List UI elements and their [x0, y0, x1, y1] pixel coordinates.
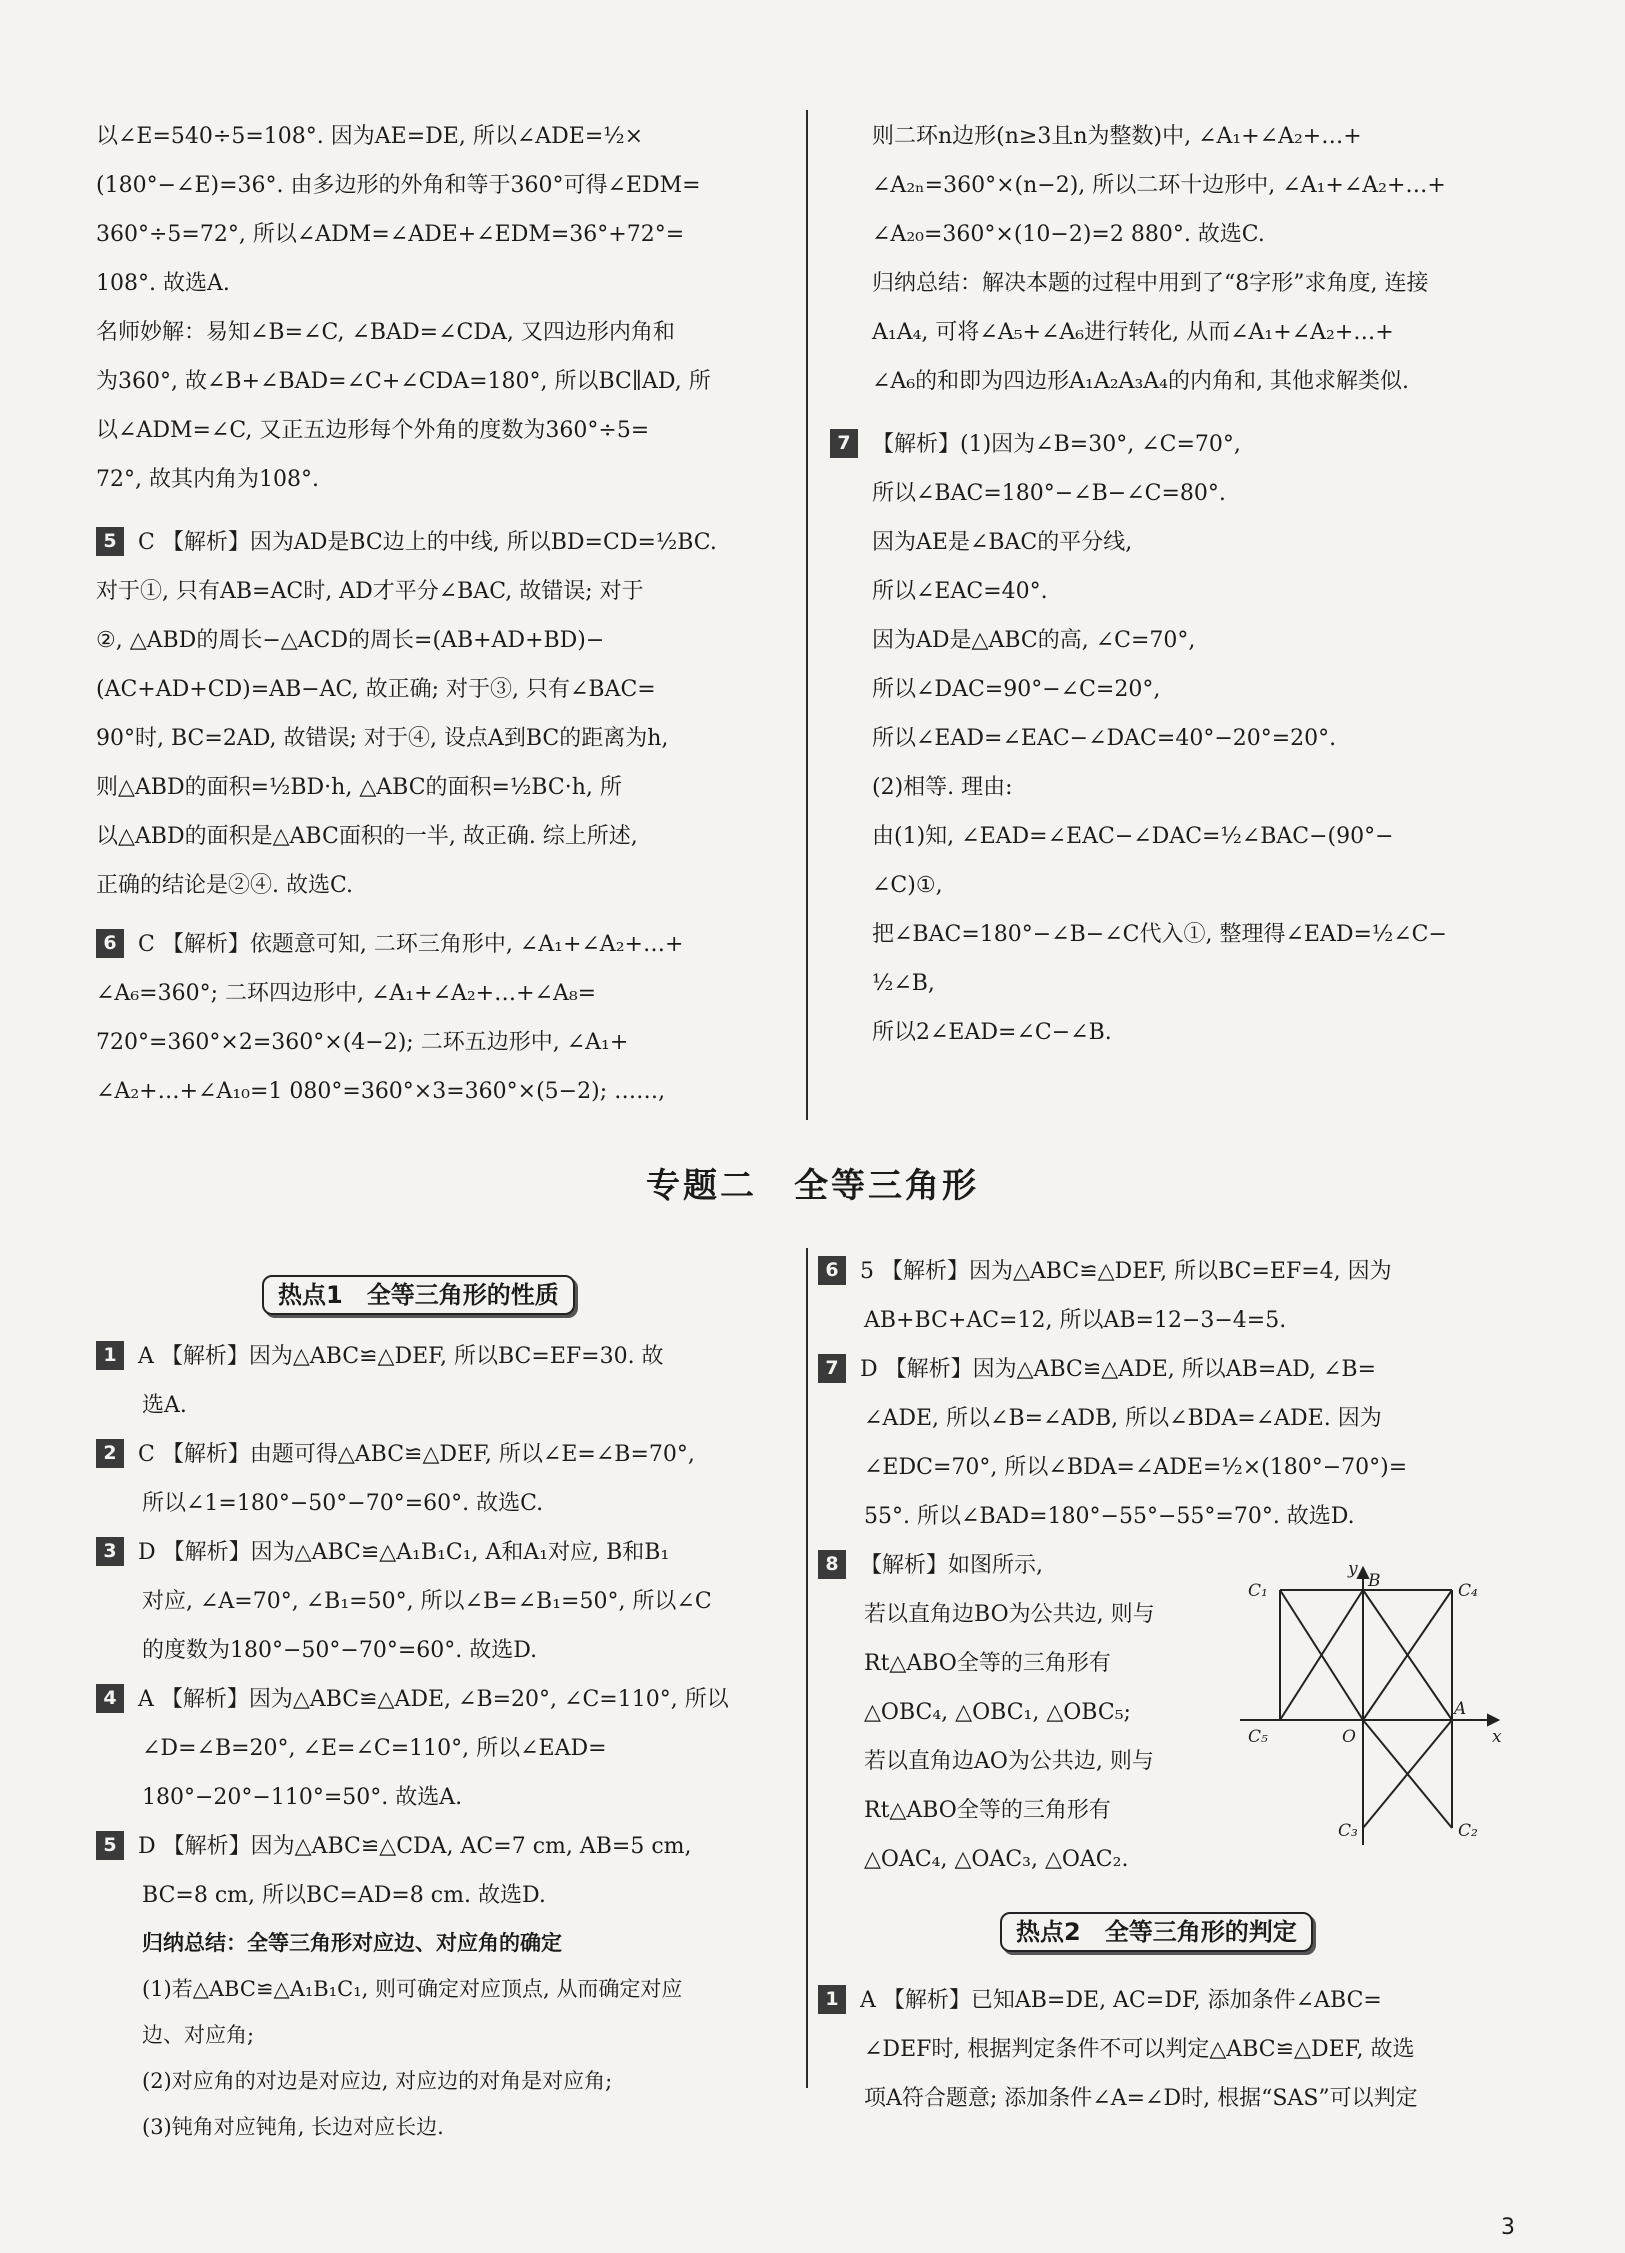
top-left-column [96, 112, 786, 1116]
text-line: D 【解析】因为△ABC≌△CDA, AC=7 cm, AB=5 cm, [138, 1834, 692, 1859]
text-line: ∠C)①, [872, 873, 943, 898]
text-line: C 【解析】由题可得△ABC≌△DEF, 所以∠E=∠B=70°, [138, 1442, 695, 1467]
column-divider [806, 1248, 808, 2088]
label-c1: C₁ [1248, 1581, 1268, 1601]
label-c4: C₄ [1458, 1581, 1478, 1601]
text-line: 【解析】(1)因为∠B=30°, ∠C=70°, [872, 432, 1241, 457]
summary-heading: 归纳总结：全等三角形对应边、对应角的确定 [142, 1931, 562, 1955]
text-line: (2)相等. 理由: [872, 775, 1013, 800]
text-line: 若以直角边BO为公共边, 则与 [864, 1602, 1155, 1627]
text-line: 所以∠BAC=180°−∠B−∠C=80°. [872, 481, 1226, 506]
hotspot-heading: 热点1 全等三角形的性质 [262, 1275, 575, 1315]
text-line: 所以∠EAC=40°. [872, 579, 1048, 604]
y-axis-arrow [1358, 1568, 1368, 1578]
question-number-badge: 3 [96, 1537, 124, 1566]
label-c3: C₃ [1338, 1821, 1358, 1841]
text-line: ∠A₂+…+∠A₁₀=1 080°=360°×3=360°×(5−2); ……, [96, 1079, 666, 1104]
text-line: 360°÷5=72°, 所以∠ADM=∠ADE+∠EDM=36°+72°= [96, 222, 685, 247]
text-line: ∠A₆=360°; 二环四边形中, ∠A₁+∠A₂+…+∠A₈= [96, 981, 597, 1006]
text-line: ½∠B, [872, 971, 935, 996]
text-line: A 【解析】因为△ABC≌△DEF, 所以BC=EF=30. 故 [138, 1344, 664, 1369]
text-line: 所以∠DAC=90°−∠C=20°, [872, 677, 1161, 702]
top-right-column [837, 112, 1518, 1057]
question-number-badge: 7 [830, 429, 858, 458]
text-line: 对应, ∠A=70°, ∠B₁=50°, 所以∠B=∠B₁=50°, 所以∠C [142, 1589, 712, 1614]
column-divider [806, 110, 808, 1120]
text-line: 则△ABD的面积=½BD·h, △ABC的面积=½BC·h, 所 [96, 775, 622, 800]
x-axis-arrow [1488, 1715, 1498, 1725]
label-a: A [1454, 1699, 1467, 1719]
text-line: 的度数为180°−50°−70°=60°. 故选D. [142, 1638, 538, 1663]
text-line: (1)若△ABC≌△A₁B₁C₁, 则可确定对应顶点, 从而确定对应 [142, 1977, 683, 2001]
text-line: △OBC₄, △OBC₁, △OBC₅; [864, 1700, 1131, 1725]
text-line: 若以直角边AO为公共边, 则与 [864, 1749, 1154, 1774]
text-line: 对于①, 只有AB=AC时, AD才平分∠BAC, 故错误; 对于 [96, 579, 644, 604]
text-line: D 【解析】因为△ABC≌△A₁B₁C₁, A和A₁对应, B和B₁ [138, 1540, 670, 1565]
text-line: 因为AD是△ABC的高, ∠C=70°, [872, 628, 1196, 653]
text-line: 以△ABD的面积是△ABC面积的一半, 故正确. 综上所述, [96, 824, 638, 849]
text-line: 选A. [142, 1393, 187, 1418]
text-line: 归纳总结：解决本题的过程中用到了“8字形”求角度, 连接 [872, 271, 1429, 296]
text-line: 名师妙解：易知∠B=∠C, ∠BAD=∠CDA, 又四边形内角和 [96, 320, 675, 345]
text-line: A 【解析】因为△ABC≌△ADE, ∠B=20°, ∠C=110°, 所以 [138, 1687, 729, 1712]
page-number: 3 [1501, 2215, 1515, 2240]
text-line: ∠A₂ₙ=360°×(n−2), 所以二环十边形中, ∠A₁+∠A₂+…+ [872, 173, 1446, 198]
label-c2: C₂ [1458, 1821, 1478, 1841]
text-line: 以∠E=540÷5=108°. 因为AE=DE, 所以∠ADE=½× [96, 124, 644, 149]
text-line: 由(1)知, ∠EAD=∠EAC−∠DAC=½∠BAC−(90°− [872, 824, 1394, 849]
text-line: (180°−∠E)=36°. 由多边形的外角和等于360°可得∠EDM= [96, 173, 701, 198]
question-number-badge: 5 [96, 527, 124, 556]
text-line: 所以∠EAD=∠EAC−∠DAC=40°−20°=20°. [872, 726, 1337, 751]
text-line: 所以2∠EAD=∠C−∠B. [872, 1020, 1112, 1045]
text-line: 以∠ADM=∠C, 又正五边形每个外角的度数为360°÷5= [96, 418, 650, 443]
text-line: Rt△ABO全等的三角形有 [864, 1651, 1111, 1676]
text-line: AB+BC+AC=12, 所以AB=12−3−4=5. [864, 1308, 1287, 1333]
question-number-badge: 1 [818, 1985, 846, 2014]
text-line: 正确的结论是②④. 故选C. [96, 873, 354, 898]
text-line: Rt△ABO全等的三角形有 [864, 1798, 1111, 1823]
text-line: 边、对应角; [142, 2023, 255, 2047]
text-line: 因为AE是∠BAC的平分线, [872, 530, 1133, 555]
label-y: y [1348, 1560, 1358, 1579]
question-number-badge: 2 [96, 1439, 124, 1468]
text-line: 72°, 故其内角为108°. [96, 467, 319, 492]
text-line: A₁A₄, 可将∠A₅+∠A₆进行转化, 从而∠A₁+∠A₂+…+ [872, 320, 1394, 345]
text-line: ∠DEF时, 根据判定条件不可以判定△ABC≌△DEF, 故选 [864, 2037, 1415, 2062]
text-line: D 【解析】因为△ABC≌△ADE, 所以AB=AD, ∠B= [860, 1357, 1377, 1382]
question-number-badge: 4 [96, 1684, 124, 1713]
text-line: ②, △ABD的周长−△ACD的周长=(AB+AD+BD)− [96, 628, 605, 653]
question-number-badge: 7 [818, 1354, 846, 1383]
question-number-badge: 8 [818, 1550, 846, 1579]
text-line: 所以∠1=180°−50°−70°=60°. 故选C. [142, 1491, 544, 1516]
text-line: 为360°, 故∠B+∠BAD=∠C+∠CDA=180°, 所以BC∥AD, 所 [96, 369, 711, 394]
text-line: A 【解析】已知AB=DE, AC=DF, 添加条件∠ABC= [860, 1988, 1382, 2013]
label-o: O [1342, 1727, 1356, 1747]
coordinate-figure [1230, 1560, 1510, 1850]
hotspot-heading: 热点2 全等三角形的判定 [1000, 1912, 1313, 1952]
label-b: B [1368, 1571, 1381, 1591]
text-line: (AC+AD+CD)=AB−AC, 故正确; 对于③, 只有∠BAC= [96, 677, 656, 702]
question-number-badge: 1 [96, 1341, 124, 1370]
text-line: C 【解析】依题意可知, 二环三角形中, ∠A₁+∠A₂+…+ [138, 932, 684, 957]
text-line: 把∠BAC=180°−∠B−∠C代入①, 整理得∠EAD=½∠C− [872, 922, 1447, 947]
text-line: 108°. 故选A. [96, 271, 230, 296]
bottom-left-column [96, 1332, 786, 2150]
question-number-badge: 6 [818, 1256, 846, 1285]
text-line: △OAC₄, △OAC₃, △OAC₂. [864, 1847, 1129, 1872]
question-number-badge: 5 [96, 1831, 124, 1860]
text-line: (2)对应角的对边是对应边, 对应边的对角是对应角; [142, 2069, 613, 2093]
text-line: 720°=360°×2=360°×(4−2); 二环五边形中, ∠A₁+ [96, 1030, 629, 1055]
text-line: 55°. 所以∠BAD=180°−55°−55°=70°. 故选D. [864, 1504, 1355, 1529]
section-title: 专题二 全等三角形 [646, 1166, 979, 1206]
text-line: BC=8 cm, 所以BC=AD=8 cm. 故选D. [142, 1883, 546, 1908]
text-line: ∠A₂₀=360°×(10−2)=2 880°. 故选C. [872, 222, 1265, 247]
question-number-badge: 6 [96, 929, 124, 958]
text-line: 【解析】如图所示, [860, 1553, 1043, 1578]
text-line: ∠D=∠B=20°, ∠E=∠C=110°, 所以∠EAD= [142, 1736, 607, 1761]
text-line: 则二环n边形(n≥3且n为整数)中, ∠A₁+∠A₂+…+ [872, 124, 1362, 149]
text-line: 90°时, BC=2AD, 故错误; 对于④, 设点A到BC的距离为h, [96, 726, 669, 751]
text-line: 180°−20°−110°=50°. 故选A. [142, 1785, 463, 1810]
text-line: 5 【解析】因为△ABC≌△DEF, 所以BC=EF=4, 因为 [860, 1259, 1392, 1284]
text-line: ∠ADE, 所以∠B=∠ADB, 所以∠BDA=∠ADE. 因为 [864, 1406, 1382, 1431]
label-c5: C₅ [1248, 1727, 1268, 1747]
text-line: C 【解析】因为AD是BC边上的中线, 所以BD=CD=½BC. [138, 530, 717, 555]
text-line: ∠EDC=70°, 所以∠BDA=∠ADE=½×(180°−70°)= [864, 1455, 1408, 1480]
text-line: 项A符合题意; 添加条件∠A=∠D时, 根据“SAS”可以判定 [864, 2086, 1418, 2111]
label-x: x [1492, 1727, 1502, 1747]
text-line: ∠A₆的和即为四边形A₁A₂A₃A₄的内角和, 其他求解类似. [872, 369, 1409, 394]
text-line: (3)钝角对应钝角, 长边对应长边. [142, 2115, 444, 2139]
